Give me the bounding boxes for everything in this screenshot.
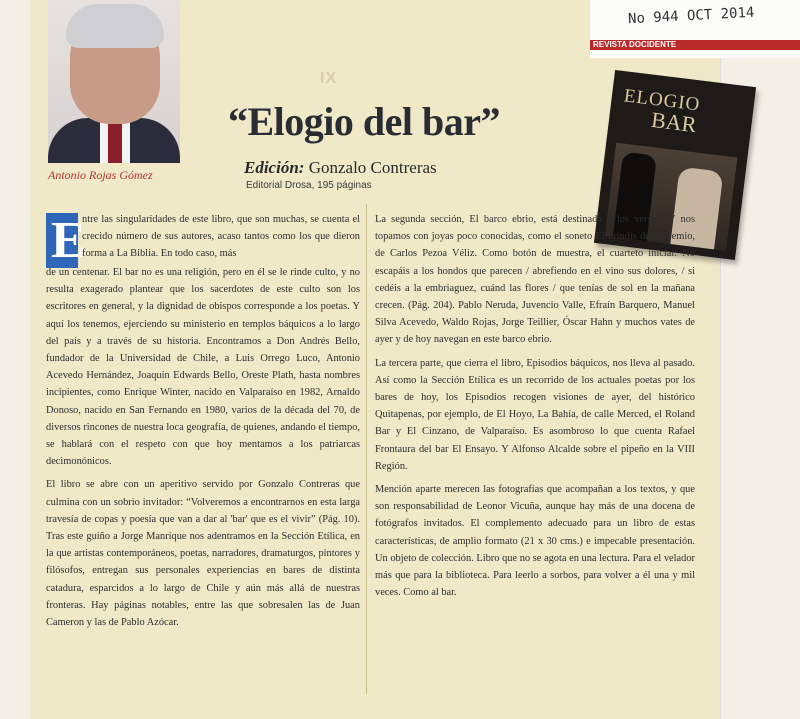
column-divider xyxy=(366,204,367,694)
paragraph: La tercera parte, que cierra el libro, Episodios báquicos, nos lleva al pasado. Así como la Sección Etílica es un recorrido de los actuales poetas por los bares de hoy, los Episodios recogen visiones de ayer, del histórico Quitapenas, por ejemplo, de El Hoyo, La Bahía, de calle Merced, el Roland Bar y El Cinzano, de Valparaíso. Es asombroso lo que cuenta Rafael Frontaura del bar El Ensayo. Y Alfonso Alcalde sobre el pipeño en la VIII Región. xyxy=(375,357,695,472)
book-cover-title-line1: ELOGIO xyxy=(622,85,702,116)
paragraph: ntre las singularidades de este libro, que son muchas, se cuenta el crecido número de sus autores, acaso tantos como los que dieron forma a La Biblia. En todo caso, más xyxy=(82,214,360,260)
publisher-info: Editorial Drosa, 195 páginas xyxy=(246,180,372,191)
article-editor xyxy=(244,158,437,178)
paragraph: Mención aparte merecen las fotografías que acompañan a los textos, y que son responsabilidad de Leonor Vicuña, aunque hay más de una docena de fotógrafos invitados. El complemento adecuado para un libro de estas características, de amplio formato (21 x 30 cms.) e impecable presentación. Un objeto de colección. Libro que no se agota en una lectura. Para el velador más que para la biblioteca. Para leerlo a sorbos, para volver a él una y mil veces. Como al bar. xyxy=(375,484,695,599)
editor-name: Gonzalo Contreras xyxy=(308,158,437,177)
column-1 xyxy=(46,264,360,637)
author-caption: Antonio Rojas Gómez xyxy=(48,168,153,182)
column-2 xyxy=(375,211,695,607)
stamp-label: REVISTA DOCIDENTE xyxy=(593,40,677,49)
editor-label: Edición: xyxy=(244,158,305,177)
drop-cap: E xyxy=(46,213,78,268)
archive-stamp xyxy=(590,0,800,58)
handwritten-date: No 944 OCT 2014 xyxy=(627,4,755,28)
article-title: “Elogio del bar” xyxy=(228,99,501,144)
author-photo xyxy=(48,0,180,163)
column-1-intro xyxy=(82,211,360,269)
paragraph: El libro se abre con un aperitivo servido por Gonzalo Contreras que culmina con un sobrio invitador: “Volveremos a encontrarnos en esta larga travesía de copas y poesía que van a dar al 'bar' que es el vivir” (Pág. 10). Tras este guiño a Jorge Manrique nos adentramos en la Sección Etílica, en la que artistas contemporáneos, poetas, narradores, dramaturgos, pintores y filósofos, entregan sus personales experiencias en bares de distinta catadura, esparcidos a lo largo de Chile y aún más allá de nuestras fronteras. Hay páginas notables, entre las que sobresalen las de Juan Cameron y las de Pablo Azócar. xyxy=(46,479,360,629)
faded-heading: IX xyxy=(320,70,338,87)
book-cover-title-line2: BAR xyxy=(649,106,698,138)
paragraph: La segunda sección, El barco ebrio, está destinada a los versos. Y nos topamos con joyas poco conocidas, como el soneto El brindis del bohemio, de Carlos Pezoa Véliz. Como botón de muestra, el cuarteto inicial: No escapáis a los hondos que parecen / abrefiendo en el vino sus dolores, / si cedéis a la embriaguez, cuánd las flores / que tenías de sol en la mañana crecen. (Pág. 204). Pablo Neruda, Juvencio Valle, Efraín Barquero, Manuel Silva Acevedo, Waldo Rojas, Jorge Teillier, Óscar Hahn y muchos vates de ayer y de hoy navegan en este barco ebrio. xyxy=(375,214,695,346)
paragraph: de un centenar. El bar no es una religión, pero en él se le rinde culto, y no resulta exagerado plantear que los sacerdotes de este culto son los escritores en general, y la dignidad de obispos corresponde a los poetas. Y aquí los tenemos, ejerciendo su ministerio en templos báquicos a lo largo del país y a través de su historia. Encontramos a Don Andrés Bello, fundador de la Universidad de Chile, a Luis Orrego Luco, Antonio Acevedo Hernández, Joaquín Edwards Bello, Oreste Plath, hasta nombres incipientes, como Enrique Winter, nacido en Valparaíso en 1982, Arnaldo Donoso, nacido en San Fernando en 1980, varios de la década del 70, de diversos rincones de nuestra loca geografía, de quienes, andando el tiempo, se hablará con el respeto con que hoy mentamos a los patriarcas decimonónicos. xyxy=(46,267,360,468)
